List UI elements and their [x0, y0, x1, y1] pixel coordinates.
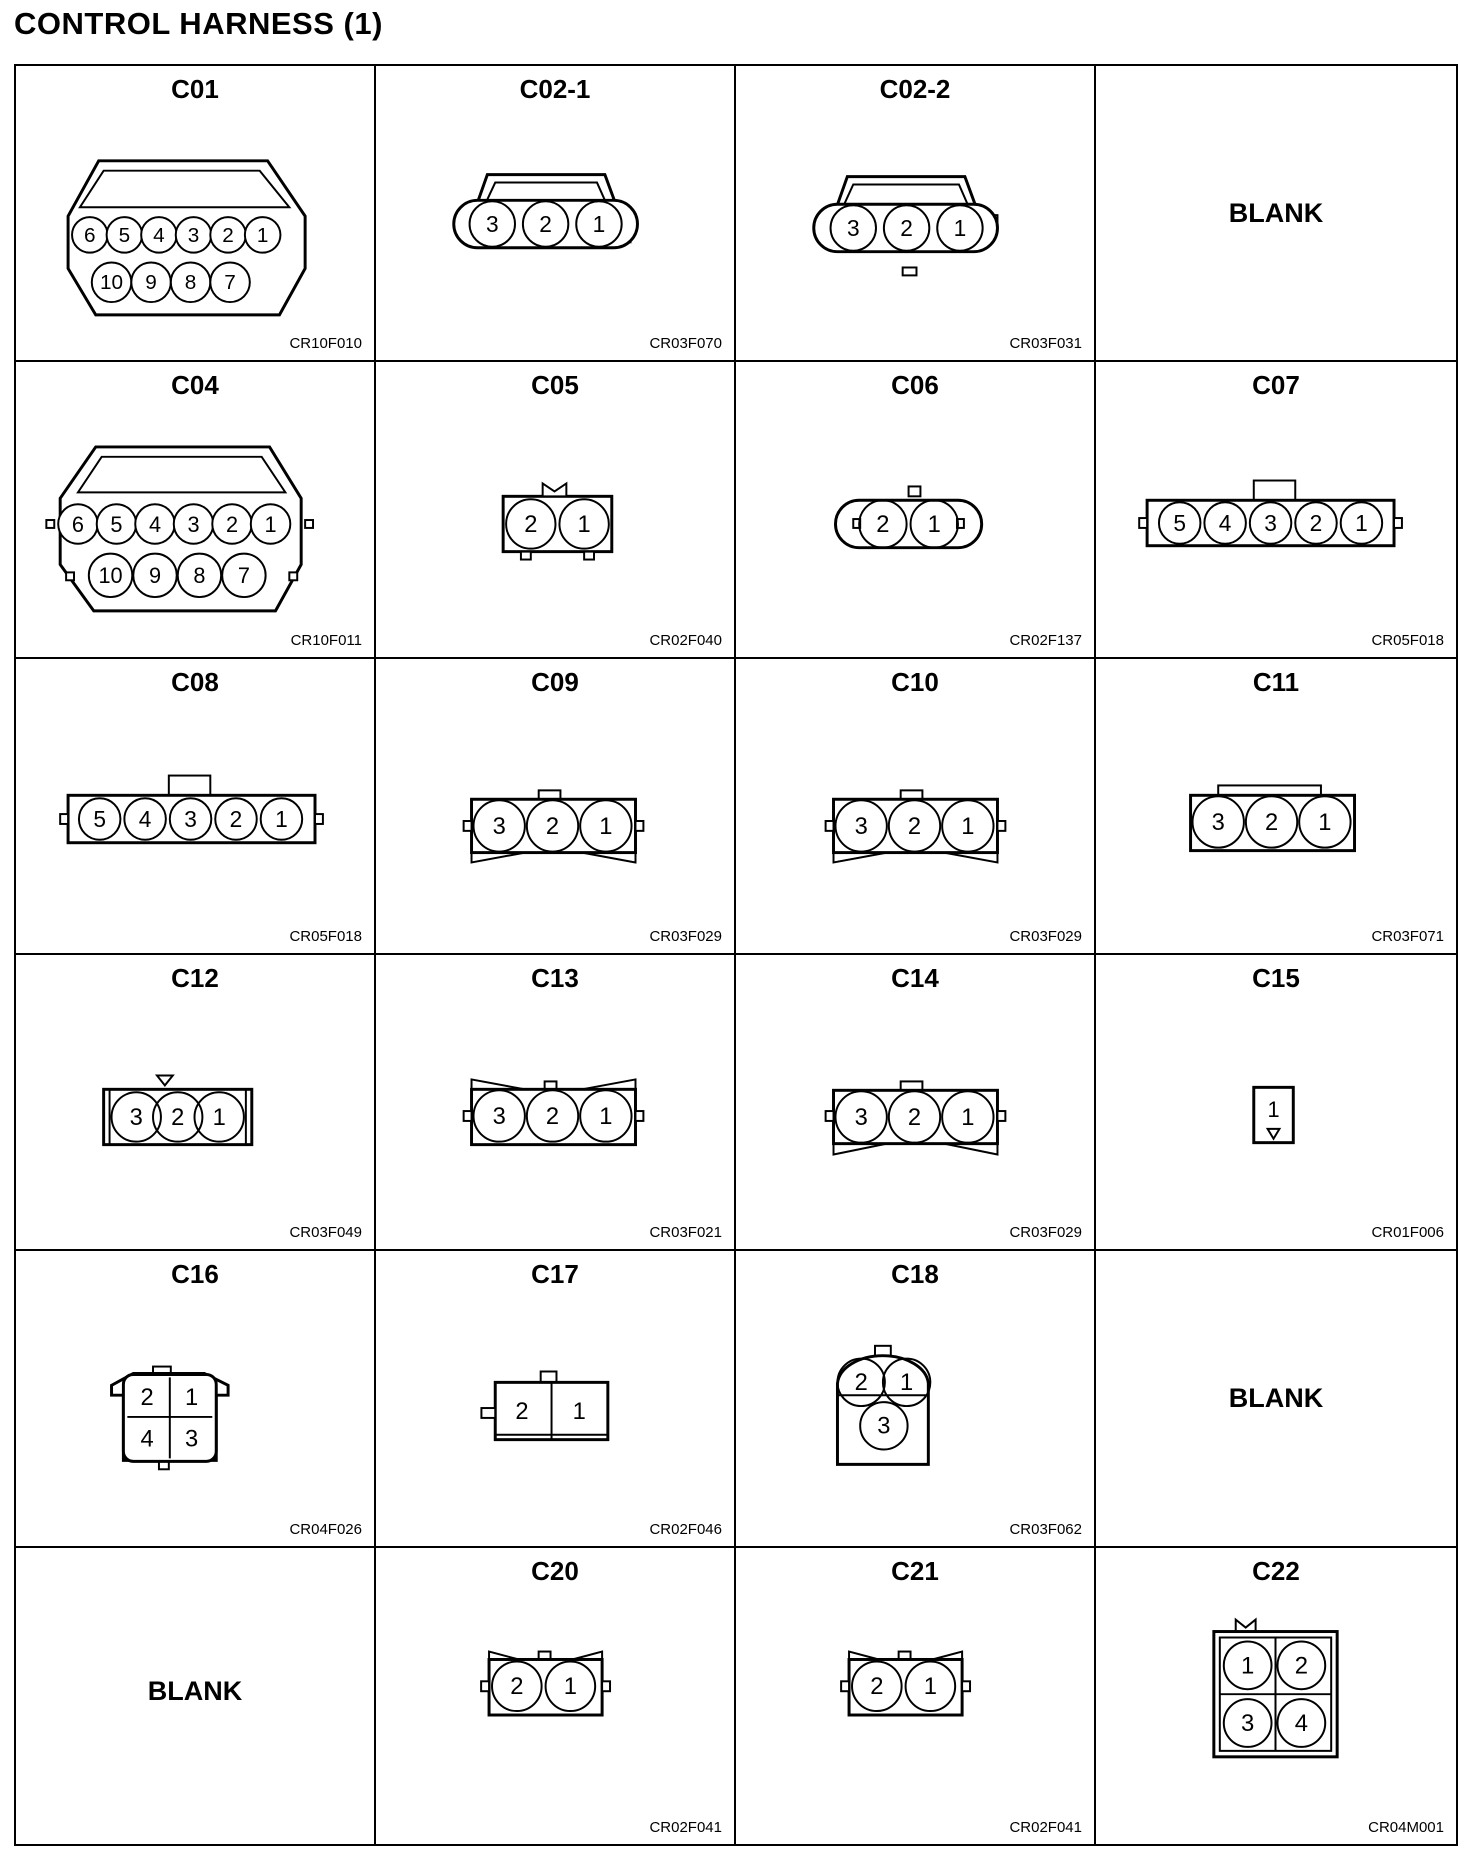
pin-label: 3 [877, 1414, 891, 1441]
pin-label: 1 [563, 1672, 577, 1700]
pin-label: 3 [129, 1104, 143, 1131]
pin-label: 2 [876, 512, 890, 539]
connector-label: C11 [1252, 666, 1300, 697]
blank-label: BLANK [1228, 198, 1324, 228]
pin-label: 1 [184, 1385, 199, 1412]
connector-c11-diagram [1096, 659, 1456, 953]
pin-label: 2 [510, 1672, 524, 1700]
cell-c01 [16, 66, 376, 362]
pin-label: 3 [492, 813, 506, 840]
connector-c21-diagram [736, 1548, 1094, 1844]
part-code: CR03F049 [289, 1224, 362, 1242]
pin-label: 1 [599, 1103, 613, 1130]
pin-label: 2 [545, 813, 560, 840]
connector-label: C16 [171, 1259, 219, 1290]
pin-label: 3 [854, 1104, 868, 1131]
pin-label: 3 [1241, 1709, 1255, 1737]
pin-label: 3 [1211, 809, 1225, 836]
pin-label: 2 [870, 1672, 884, 1700]
connector-label: C14 [891, 963, 939, 993]
pin-label: 1 [212, 1104, 226, 1131]
cell-c13 [376, 955, 736, 1251]
connector-c12-diagram [16, 955, 374, 1249]
part-code: CR05F018 [289, 928, 362, 945]
connector-c07-diagram [1096, 362, 1456, 656]
pin-label: 1 [1267, 1096, 1280, 1122]
connector-c02-2-diagram [736, 66, 1094, 360]
connector-label: C17 [531, 1259, 579, 1290]
connector-c15-diagram [1096, 955, 1456, 1249]
pin-label: 1 [1318, 809, 1332, 836]
pin-label: 4 [1218, 510, 1232, 537]
part-code: CR03F062 [1009, 1520, 1082, 1538]
part-code: CR02F041 [1009, 1819, 1082, 1836]
connector-c13-diagram [376, 955, 734, 1249]
pin-label: 2 [907, 813, 922, 840]
pin-label: 9 [145, 271, 157, 295]
cell-c12 [16, 955, 376, 1251]
cell-c11 [1096, 659, 1456, 955]
pin-label: 3 [184, 1426, 199, 1453]
part-code: CR03F071 [1371, 928, 1444, 945]
pin-label: 3 [492, 1103, 506, 1130]
connector-label: C10 [891, 666, 939, 697]
part-code: CR02F046 [649, 1520, 722, 1538]
pin-label: 2 [907, 1104, 922, 1131]
connector-label: C06 [891, 370, 939, 401]
pin-label: 2 [229, 805, 243, 832]
pin-label: 5 [118, 223, 131, 247]
connector-c02-1-diagram [376, 66, 734, 360]
pin-label: 6 [71, 512, 85, 538]
pin-label: 1 [592, 210, 606, 237]
connector-label: C20 [531, 1555, 579, 1586]
pin-label: 7 [237, 563, 250, 589]
pin-label: 2 [524, 512, 538, 539]
connector-c14-diagram [736, 955, 1094, 1249]
part-code: CR04M001 [1368, 1819, 1444, 1836]
pin-label: 2 [1264, 809, 1279, 836]
connector-c01-diagram [16, 66, 374, 360]
pin-label: 8 [193, 563, 206, 589]
pin-label: 4 [153, 223, 165, 247]
pin-label: 1 [961, 813, 975, 840]
part-code: CR03F070 [649, 335, 722, 353]
pin-label: 1 [577, 512, 591, 539]
connector-c17-diagram [376, 1251, 734, 1545]
connector-label: C15 [1252, 963, 1300, 993]
pin-label: 10 [98, 563, 123, 589]
pin-label: 1 [572, 1399, 586, 1426]
pin-label: 1 [1241, 1651, 1255, 1679]
pin-label: 2 [171, 1104, 185, 1131]
pin-label: 3 [187, 512, 200, 538]
connector-c10-diagram [736, 659, 1094, 953]
pin-label: 7 [224, 271, 236, 295]
pin-label: 2 [854, 1370, 868, 1397]
part-code: CR03F029 [649, 928, 722, 945]
connector-label: C02-2 [879, 74, 951, 104]
part-code: CR03F031 [1009, 335, 1082, 353]
cell-c15 [1096, 955, 1456, 1251]
part-code: CR10F010 [289, 335, 362, 353]
connector-c04-diagram [16, 362, 374, 656]
pin-label: 3 [184, 805, 197, 832]
cell-c04 [16, 362, 376, 658]
pin-label: 1 [256, 223, 269, 247]
pin-label: 2 [222, 223, 234, 247]
connector-label: C08 [171, 666, 219, 697]
pin-label: 1 [927, 512, 941, 539]
cell-c21 [736, 1548, 1096, 1844]
pin-label: 3 [846, 214, 860, 241]
cell-c05 [376, 362, 736, 658]
part-code: CR02F041 [649, 1819, 722, 1836]
pin-label: 5 [110, 512, 123, 538]
cell-c09 [376, 659, 736, 955]
part-code: CR02F137 [1009, 631, 1082, 649]
cell-blank [1096, 1251, 1456, 1547]
connector-c06-diagram [736, 362, 1094, 656]
connector-label: C12 [171, 963, 219, 993]
cell-blank [1096, 66, 1456, 362]
pin-label: 1 [900, 1370, 914, 1397]
page-title: CONTROL HARNESS (1) [14, 6, 383, 41]
cell-c17 [376, 1251, 736, 1547]
cell-c02-1 [376, 66, 736, 362]
cell-c18 [736, 1251, 1096, 1547]
connector-c16-diagram [16, 1251, 374, 1545]
connector-label: C21 [891, 1555, 939, 1586]
pin-label: 2 [515, 1399, 529, 1426]
connector-label: C04 [171, 370, 219, 401]
cell-c02-2 [736, 66, 1096, 362]
connector-c09-diagram [376, 659, 734, 953]
connector-grid [14, 64, 1458, 1846]
connector-label: C07 [1252, 370, 1300, 401]
cell-c20 [376, 1548, 736, 1844]
connector-c18-diagram [736, 1251, 1094, 1545]
pin-label: 2 [900, 214, 913, 241]
pin-label: 2 [140, 1385, 154, 1412]
part-code: CR05F018 [1371, 631, 1444, 649]
part-code: CR02F040 [649, 631, 722, 649]
pin-label: 2 [545, 1103, 560, 1130]
pin-label: 4 [148, 512, 162, 538]
cell-c16 [16, 1251, 376, 1547]
part-code: CR04F026 [289, 1520, 362, 1538]
connector-label: C05 [531, 370, 579, 401]
cell-c07 [1096, 362, 1456, 658]
connector-label: C01 [171, 74, 219, 104]
pin-label: 1 [1355, 510, 1368, 537]
pin-label: 1 [923, 1672, 937, 1700]
blank-label: BLANK [1228, 1383, 1324, 1414]
connector-label: C18 [891, 1259, 939, 1290]
connector-c08-diagram [16, 659, 374, 953]
pin-label: 1 [961, 1104, 975, 1131]
pin-label: 3 [854, 813, 868, 840]
pin-label: 1 [953, 214, 967, 241]
connector-c20-diagram [376, 1548, 734, 1844]
pin-label: 2 [225, 512, 239, 538]
pin-label: 4 [1294, 1709, 1308, 1737]
pin-label: 5 [1173, 510, 1187, 537]
pin-label: 3 [485, 210, 499, 237]
connector-c22-diagram [1096, 1548, 1456, 1844]
pin-label: 8 [184, 271, 197, 295]
pin-label: 1 [264, 512, 277, 538]
connector-label: C13 [531, 963, 579, 993]
pin-label: 4 [140, 1426, 154, 1453]
cell-c22 [1096, 1548, 1456, 1844]
part-code: CR01F006 [1371, 1224, 1444, 1242]
pin-label: 3 [187, 223, 200, 247]
connector-label: C09 [531, 666, 579, 697]
blank-label: BLANK [147, 1675, 243, 1706]
pin-label: 1 [599, 813, 613, 840]
pin-label: 2 [1309, 510, 1323, 537]
pin-label: 4 [138, 805, 152, 832]
pin-label: 2 [539, 210, 552, 237]
pin-label: 3 [1264, 510, 1277, 537]
connector-c05-diagram [376, 362, 734, 656]
pin-label: 2 [1294, 1651, 1308, 1679]
cell-blank [16, 1548, 376, 1844]
connector-label: C22 [1252, 1555, 1300, 1586]
part-code: CR03F029 [1009, 1224, 1082, 1242]
pin-label: 1 [275, 805, 288, 832]
cell-c06 [736, 362, 1096, 658]
pin-label: 5 [93, 805, 107, 832]
cell-c10 [736, 659, 1096, 955]
part-code: CR03F021 [649, 1224, 722, 1242]
pin-label: 9 [148, 563, 162, 589]
cell-c08 [16, 659, 376, 955]
connector-label: C02-1 [519, 74, 591, 104]
cell-c14 [736, 955, 1096, 1251]
pin-label: 6 [84, 223, 96, 247]
part-code: CR10F011 [290, 631, 362, 649]
part-code: CR03F029 [1009, 928, 1082, 945]
pin-label: 10 [100, 271, 124, 295]
